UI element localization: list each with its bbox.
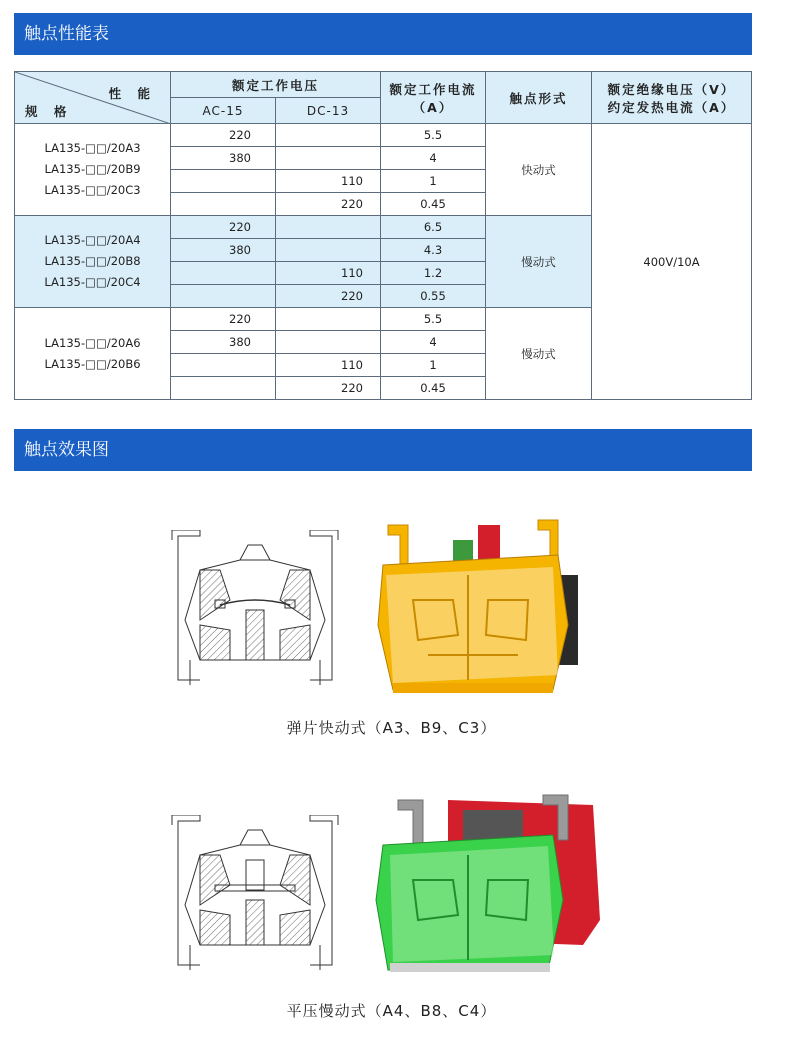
rated-current-header-line2: （A） <box>412 99 454 115</box>
model-name: LA135-□□/20B9 <box>44 162 141 176</box>
current-value: 5.5 <box>381 124 486 147</box>
dc13-value <box>276 308 381 331</box>
insulation-header-line1: 额定绝缘电压（V） <box>607 81 736 97</box>
dc13-value: 220 <box>276 377 381 400</box>
slow-action-caption: 平压慢动式（A4、B8、C4） <box>286 1002 497 1020</box>
dc13-value: 220 <box>276 193 381 216</box>
ac15-value: 220 <box>171 216 276 239</box>
snap-action-contact-photo <box>368 505 598 700</box>
performance-label: 性 能 <box>108 86 156 101</box>
current-value: 6.5 <box>381 216 486 239</box>
snap-action-caption: 弹片快动式（A3、B9、C3） <box>286 719 497 737</box>
dc13-value: 110 <box>276 354 381 377</box>
current-value: 0.45 <box>381 193 486 216</box>
ac15-value <box>171 377 276 400</box>
contact-form-value: 慢动式 <box>486 308 592 400</box>
ac15-value: 220 <box>171 124 276 147</box>
model-name: LA135-□□/20A3 <box>44 141 141 155</box>
current-value: 1.2 <box>381 262 486 285</box>
rated-current-header-line1: 额定工作电流 <box>389 81 477 97</box>
ac15-value <box>171 354 276 377</box>
current-value: 1 <box>381 170 486 193</box>
ac15-value: 220 <box>171 308 276 331</box>
ac15-header: AC-15 <box>171 98 276 124</box>
effect-section-title: 触点效果图 <box>24 440 109 460</box>
dc13-value: 110 <box>276 262 381 285</box>
model-name: LA135-□□/20B6 <box>44 356 141 371</box>
current-value: 4.3 <box>381 239 486 262</box>
dc13-value <box>276 124 381 147</box>
spec-label: 规 格 <box>25 104 73 119</box>
dc13-value <box>276 331 381 354</box>
model-cell <box>15 124 171 216</box>
ac15-value <box>171 262 276 285</box>
model-name: LA135-□□/20C3 <box>44 183 141 197</box>
effect-section-header <box>14 429 752 471</box>
model-cell <box>15 216 171 308</box>
dc13-value <box>276 239 381 262</box>
dc13-value: 220 <box>276 285 381 308</box>
current-value: 1 <box>381 354 486 377</box>
model-cell <box>15 308 171 400</box>
ac15-value: 380 <box>171 239 276 262</box>
insulation-value: 400V/10A <box>592 124 752 400</box>
insulation-header-line2: 约定发热电流（A） <box>607 99 736 115</box>
contact-form-value: 快动式 <box>486 124 592 216</box>
ac15-value <box>171 170 276 193</box>
ac15-value: 380 <box>171 147 276 170</box>
current-value: 4 <box>381 331 486 354</box>
rated-current-header <box>381 72 486 124</box>
performance-section-title: 触点性能表 <box>24 24 109 44</box>
model-name: LA135-□□/20B8 <box>44 254 141 268</box>
dc13-value <box>276 216 381 239</box>
performance-section-header <box>14 13 752 55</box>
contact-form-value: 慢动式 <box>486 216 592 308</box>
snap-action-contact-drawing <box>160 530 350 690</box>
current-value: 5.5 <box>381 308 486 331</box>
dc13-value: 110 <box>276 170 381 193</box>
dc13-value <box>276 147 381 170</box>
rated-voltage-header: 额定工作电压 <box>171 72 381 98</box>
model-name: LA135-□□/20C4 <box>44 275 141 289</box>
slow-action-contact-photo <box>368 780 608 980</box>
current-value: 0.45 <box>381 377 486 400</box>
current-value: 0.55 <box>381 285 486 308</box>
table-row <box>15 124 752 147</box>
dc13-header: DC-13 <box>276 98 381 124</box>
slow-action-contact-drawing <box>160 815 350 975</box>
insulation-header <box>592 72 752 124</box>
model-name: LA135-□□/20A4 <box>44 233 141 247</box>
performance-table <box>14 71 752 400</box>
current-value: 4 <box>381 147 486 170</box>
contact-form-header: 触点形式 <box>486 72 592 124</box>
spec-performance-header-cell <box>15 72 171 124</box>
ac15-value <box>171 285 276 308</box>
ac15-value: 380 <box>171 331 276 354</box>
model-name: LA135-□□/20A6 <box>44 335 141 350</box>
ac15-value <box>171 193 276 216</box>
